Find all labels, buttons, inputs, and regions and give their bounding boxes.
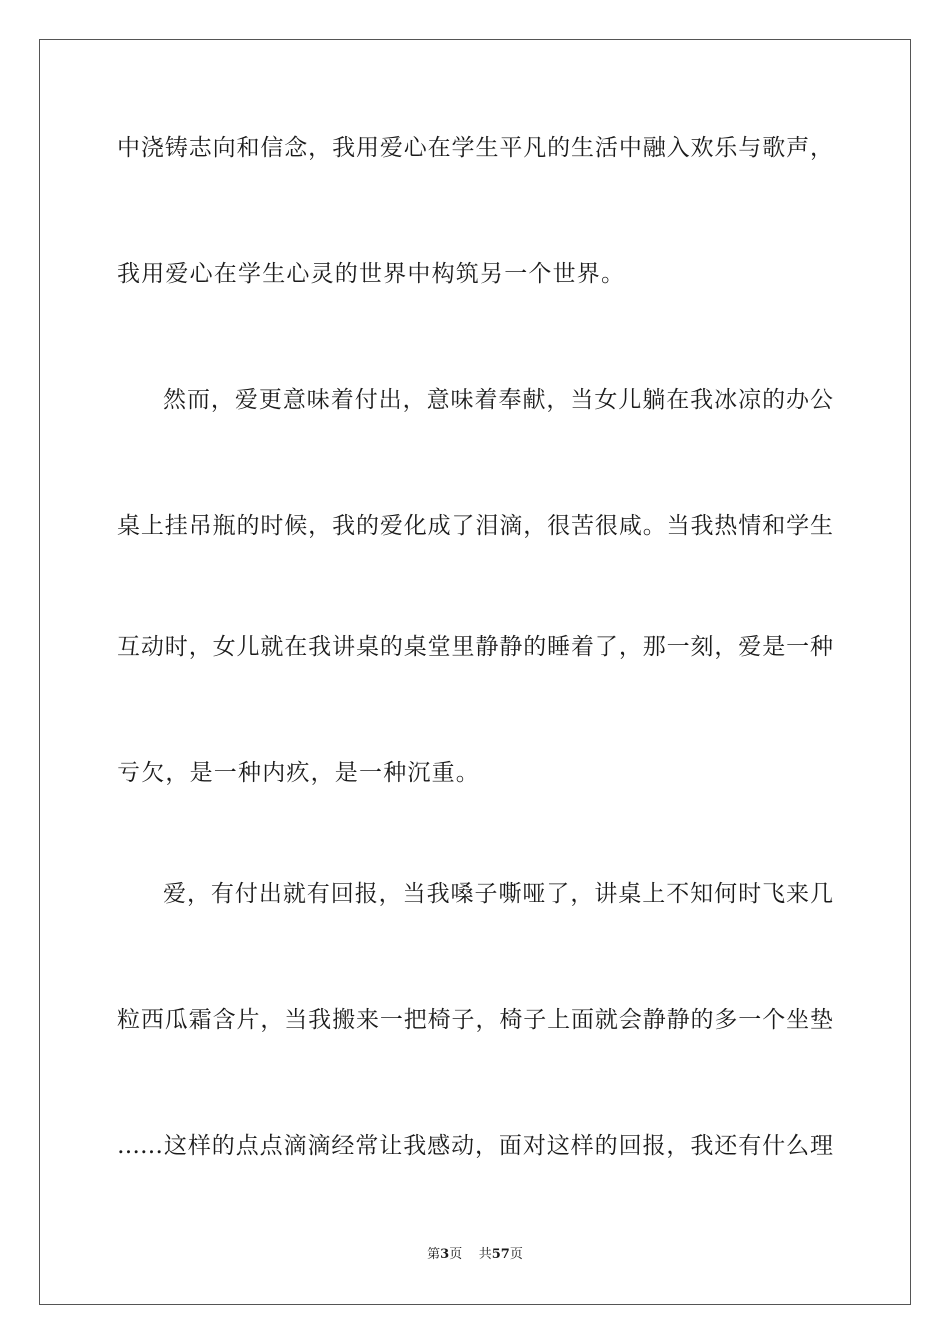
paragraph-line: 然而，爱更意味着付出，意味着奉献，当女儿躺在我冰凉的办公 — [163, 387, 833, 413]
paragraph-line: 粒西瓜霜含片，当我搬来一把椅子，椅子上面就会静静的多一个坐垫 — [117, 1007, 833, 1033]
paragraph-line: 亏欠，是一种内疚，是一种沉重。 — [117, 760, 480, 786]
paragraph-line: 爱，有付出就有回报，当我嗓子嘶哑了，讲桌上不知何时飞来几 — [163, 881, 833, 907]
page-label-suffix: 页 — [449, 1247, 463, 1262]
total-label-suffix: 页 — [509, 1247, 523, 1262]
paragraph-line: ……这样的点点滴滴经常让我感动，面对这样的回报，我还有什么理 — [117, 1133, 833, 1159]
page-label-prefix: 第 — [427, 1247, 441, 1262]
paragraph-line: 中浇铸志向和信念，我用爱心在学生平凡的生活中融入欢乐与歌声， — [117, 135, 833, 161]
paragraph-line: 互动时，女儿就在我讲桌的桌堂里静静的睡着了，那一刻，爱是一种 — [117, 634, 833, 660]
page-number: 3 — [440, 1247, 450, 1262]
page-footer — [0, 1246, 950, 1264]
page-border — [39, 39, 911, 1305]
total-pages: 57 — [491, 1247, 510, 1262]
paragraph-line: 桌上挂吊瓶的时候，我的爱化成了泪滴，很苦很咸。当我热情和学生 — [117, 513, 833, 539]
total-label-prefix: 共 — [478, 1247, 492, 1262]
paragraph-line: 我用爱心在学生心灵的世界中构筑另一个世界。 — [117, 261, 626, 287]
